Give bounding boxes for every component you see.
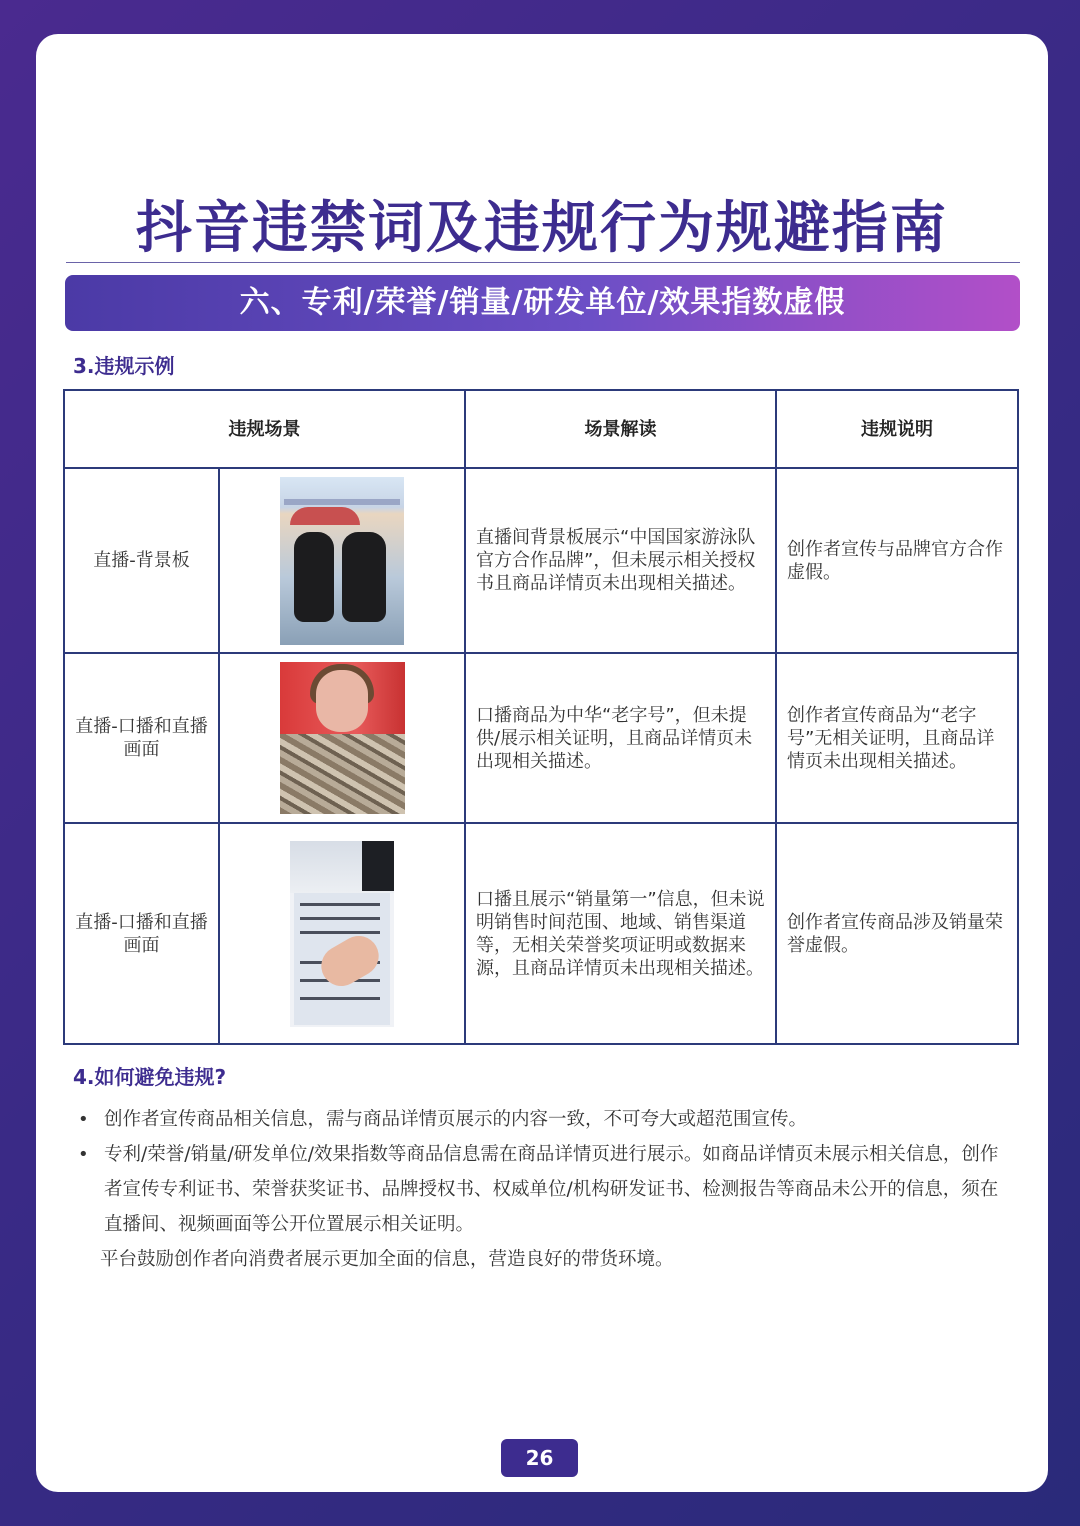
screenshot-cell (219, 823, 465, 1044)
violation-table (63, 389, 1019, 1045)
scene-label: 直播-口播和直播画面 (64, 653, 219, 823)
section-banner: 六、专利/荣誉/销量/研发单位/效果指数虚假 (65, 275, 1020, 331)
screenshot-cell (219, 468, 465, 653)
document-page (36, 34, 1048, 1492)
examples-heading: 3.违规示例 (73, 354, 175, 378)
avoid-heading: 4.如何避免违规? (73, 1065, 227, 1089)
screenshot-cell (219, 653, 465, 823)
title-divider (66, 262, 1020, 263)
livestream-host-image (280, 662, 405, 814)
list-item: • 专利/荣誉/销量/研发单位/效果指数等商品信息需在商品详情页进行展示。如商品详情页未展示相关信息，创作者宣传专利证书、荣誉获奖证书、品牌授权书、权威单位/机构研发证书、检测报告等商品未公开的信息，须在直播间、视频画面等公开位置展示相关证明。 (76, 1137, 1006, 1242)
livestream-backdrop-image (280, 477, 404, 645)
table-header-row (64, 390, 1018, 468)
list-item: • 创作者宣传商品相关信息，需与商品详情页展示的内容一致，不可夸大或超范围宣传。 (76, 1102, 1006, 1137)
avoid-guidance (76, 1102, 1006, 1277)
closing-note: 平台鼓励创作者向消费者展示更加全面的信息，营造良好的带货环境。 (100, 1249, 674, 1270)
table-row (64, 468, 1018, 653)
scene-label: 直播-背景板 (64, 468, 219, 653)
column-header-explanation: 违规说明 (776, 390, 1018, 468)
page-number: 26 (501, 1439, 578, 1477)
column-header-scene: 违规场景 (64, 390, 465, 468)
sales-claim-card-image (290, 841, 394, 1027)
violation-explanation: 创作者宣传与品牌官方合作虚假。 (776, 468, 1018, 653)
table-row (64, 823, 1018, 1044)
violation-explanation: 创作者宣传商品为“老字号”无相关证明，且商品详情页未出现相关描述。 (776, 653, 1018, 823)
column-header-interpretation: 场景解读 (465, 390, 776, 468)
violation-explanation: 创作者宣传商品涉及销量荣誉虚假。 (776, 823, 1018, 1044)
table-row (64, 653, 1018, 823)
scene-interpretation: 直播间背景板展示“中国国家游泳队官方合作品牌”，但未展示相关授权书且商品详情页未出现相关描述。 (465, 468, 776, 653)
scene-interpretation: 口播且展示“销量第一”信息，但未说明销售时间范围、地域、销售渠道等，无相关荣誉奖项证明或数据来源，且商品详情页未出现相关描述。 (465, 823, 776, 1044)
page-title: 抖音违禁词及违规行为规避指南 (136, 196, 948, 261)
scene-label: 直播-口播和直播画面 (64, 823, 219, 1044)
scene-interpretation: 口播商品为中华“老字号”，但未提供/展示相关证明，且商品详情页未出现相关描述。 (465, 653, 776, 823)
